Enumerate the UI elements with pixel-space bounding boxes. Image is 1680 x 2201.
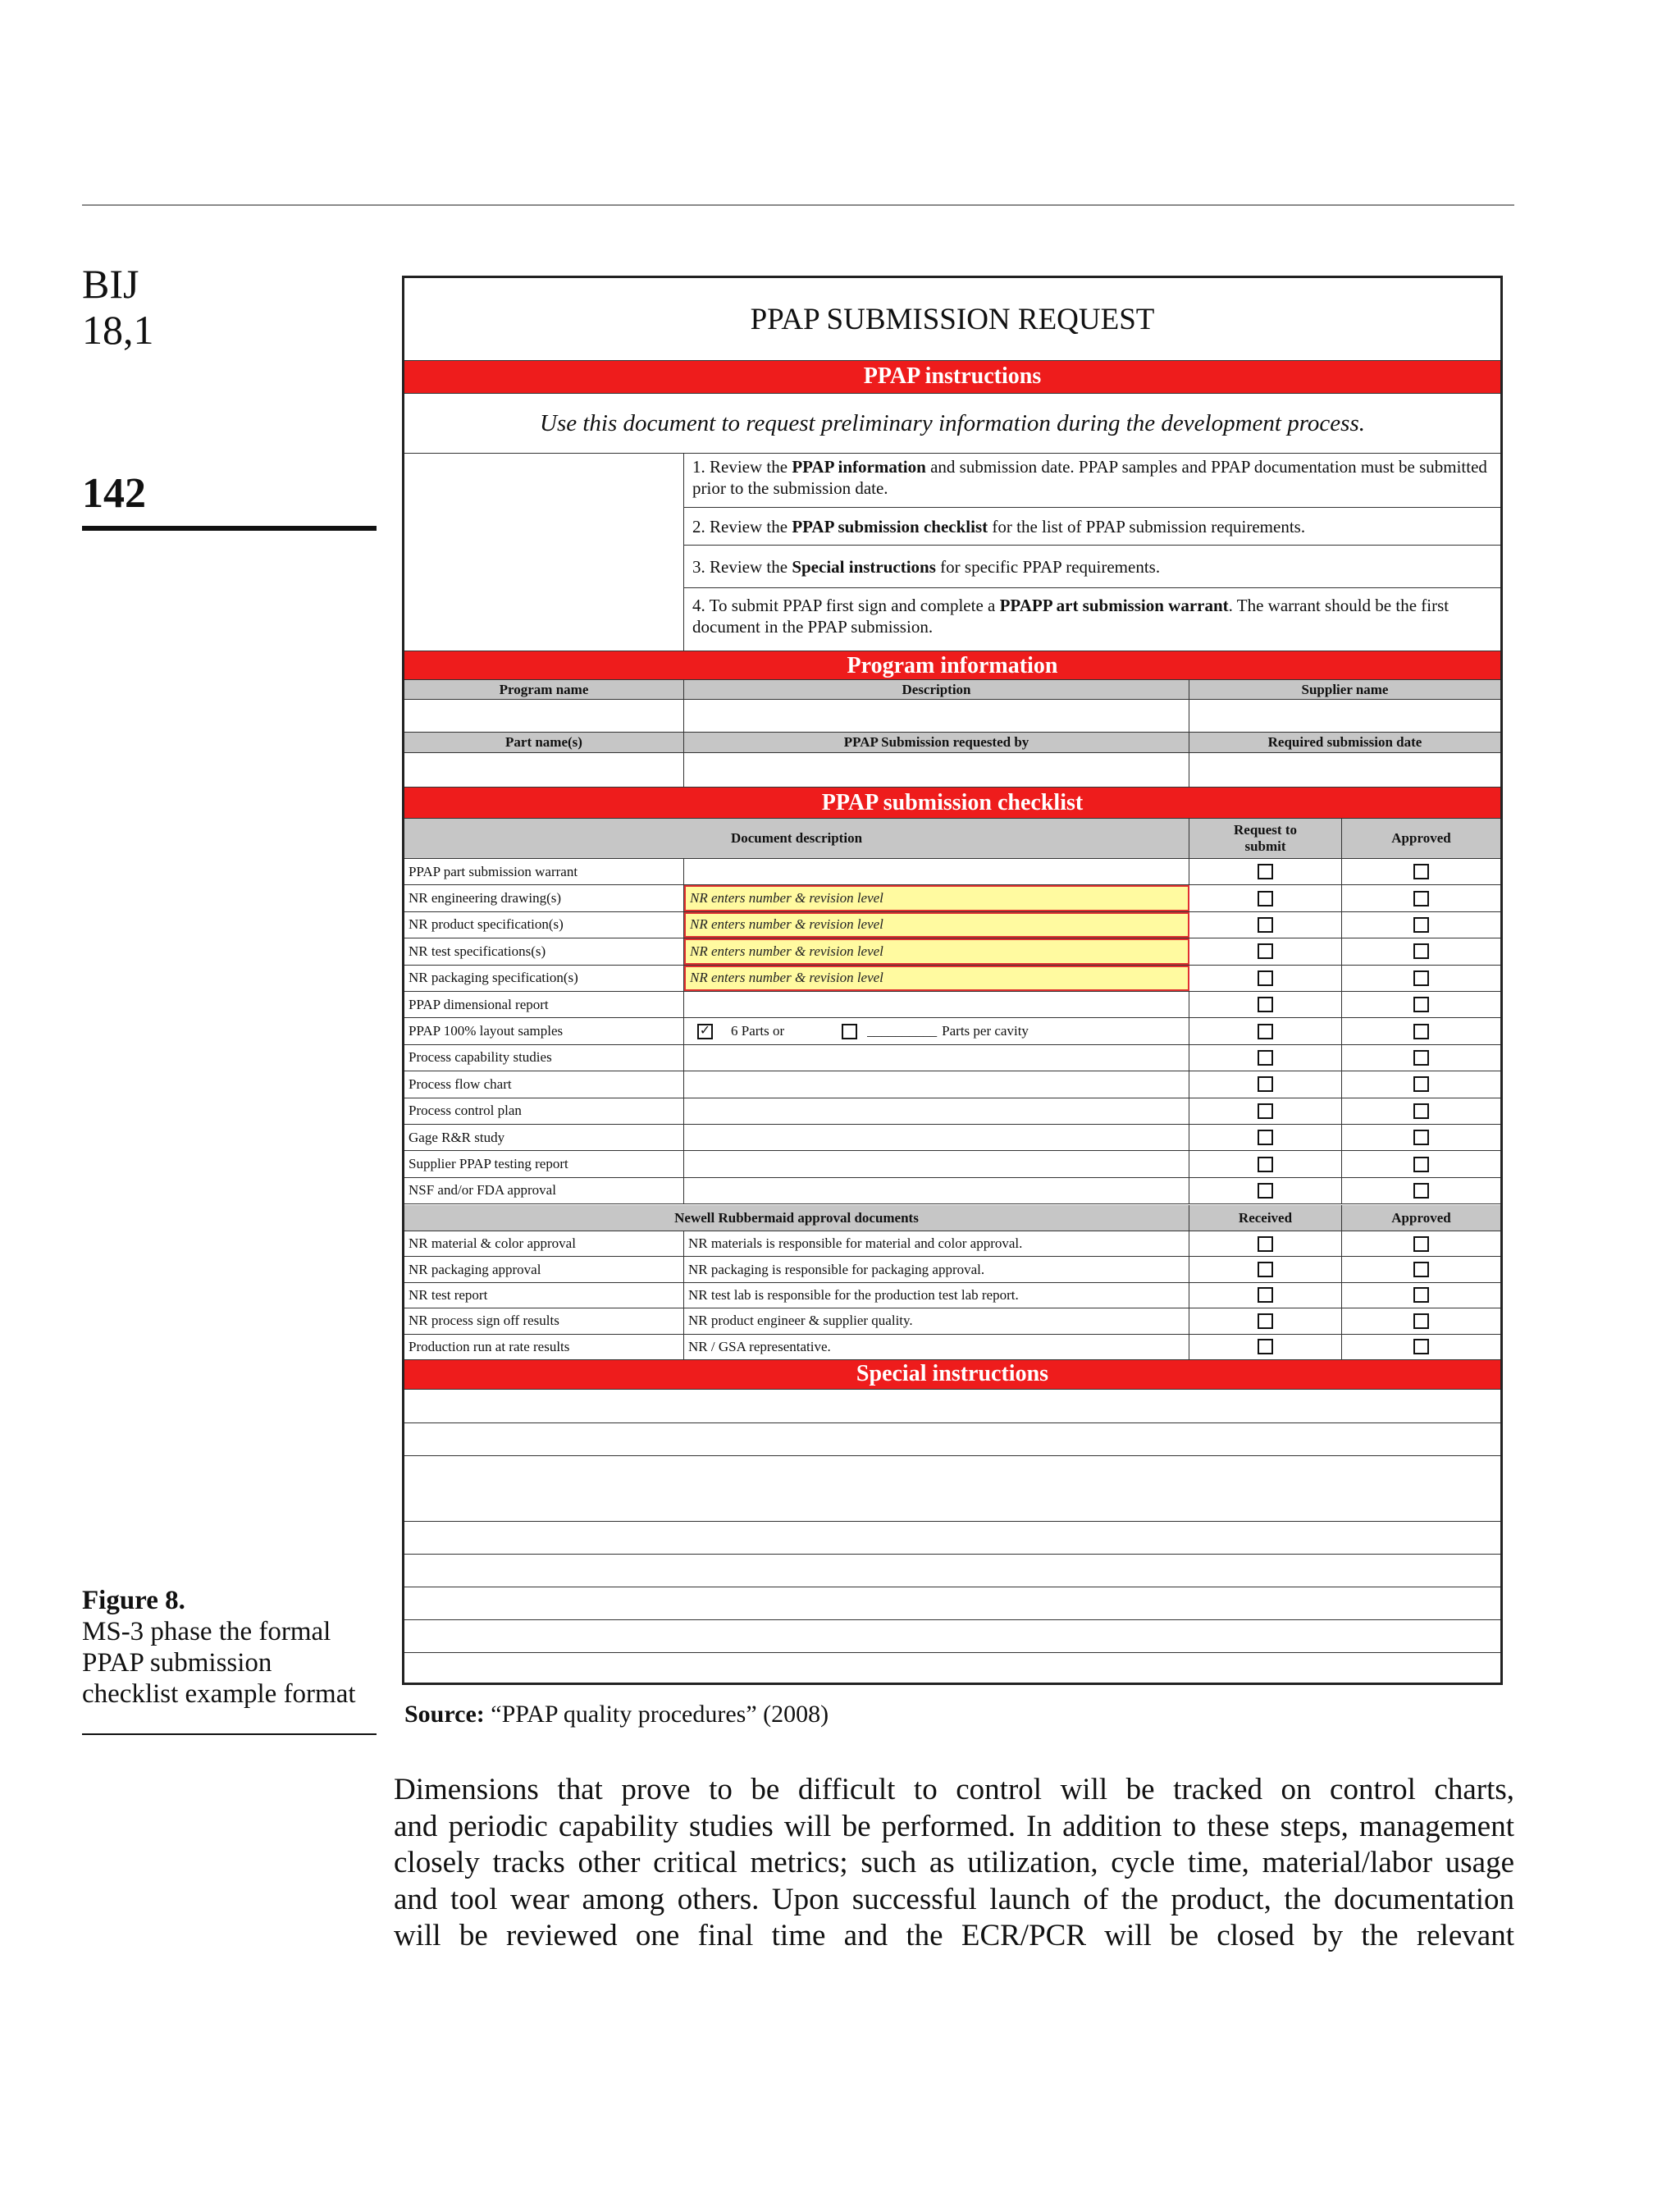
approved-cell [1342,1045,1500,1071]
checklist-item-name: NSF and/or FDA approval [404,1178,684,1203]
request-checkbox[interactable] [1258,970,1273,986]
approved-cell [1342,912,1500,938]
checklist-item-name: NR product specification(s) [404,912,684,938]
checklist-item-note [684,1151,1189,1176]
request-checkbox[interactable] [1258,1103,1273,1119]
request-checkbox[interactable] [1258,1130,1273,1145]
body-line: Dimensions that prove to be difficult to control will be tracked on control charts, [394,1773,1514,1806]
checklist-row [404,1125,1500,1151]
approved-cell [1342,1018,1500,1043]
checklist-item-name: NR test specifications(s) [404,938,684,964]
received-cell [1189,1257,1342,1281]
program-name-header: Program name [404,680,684,699]
special-line[interactable] [404,1423,1500,1456]
revision-level-note: NR enters number & revision level [684,966,1189,991]
checklist-row [404,1045,1500,1071]
steps-list [684,454,1500,651]
checklist-item-name: NR packaging specification(s) [404,966,684,991]
body-line: will be reviewed one final time and the ECR/PCR will be closed by the relevant [394,1919,1514,1952]
request-cell [1189,885,1342,911]
approved-cell [1342,859,1500,884]
program-header-row [404,680,1500,700]
checklist-item-name: Process control plan [404,1098,684,1124]
request-checkbox[interactable] [1258,864,1273,879]
body-line: closely tracks other critical metrics; such as utilization, cycle time, material/labor usage [394,1846,1514,1879]
request-checkbox[interactable] [1258,997,1273,1012]
checklist-item-name: Process capability studies [404,1045,684,1071]
checklist-item-name: Process flow chart [404,1071,684,1097]
step-item: 3. Review the Special instructions for specific PPAP requirements. [684,546,1500,588]
approved-checkbox[interactable] [1413,1157,1429,1172]
received-cell [1189,1308,1342,1333]
nr-documents-header: Newell Rubbermaid approval documents [404,1205,1189,1231]
nr-item-note: NR packaging is responsible for packaging approval. [684,1257,1189,1281]
checklist-row [404,859,1500,885]
instructions-bar: PPAP instructions [404,361,1500,394]
nr-row [404,1231,1500,1257]
part-input-row [404,753,1500,788]
approved-checkbox[interactable] [1413,970,1429,986]
special-line[interactable] [404,1555,1500,1587]
nr-item-note: NR product engineer & supplier quality. [684,1308,1189,1333]
approved-cell [1342,1151,1500,1176]
nr-approved-header: Approved [1391,1209,1451,1226]
caption-rule [82,1733,377,1735]
approved-checkbox[interactable] [1413,943,1429,959]
approved-checkbox[interactable] [1413,917,1429,933]
request-checkbox[interactable] [1258,917,1273,933]
step-item: 2. Review the PPAP submission checklist for the list of PPAP submission requirements. [684,508,1500,546]
journal-volume: 18,1 [82,307,154,353]
checklist-row [404,938,1500,965]
checklist-item-name: PPAP dimensional report [404,992,684,1017]
nr-item-name: NR material & color approval [404,1231,684,1256]
caption-line: MS-3 phase the formal [82,1617,331,1646]
requested-by-header: PPAP Submission requested by [684,733,1189,752]
layout-samples-options [684,1018,1189,1043]
approved-cell [1342,966,1500,991]
nr-approved-checkbox[interactable] [1413,1313,1429,1329]
checklist-item-note [684,1178,1189,1203]
part-names-field[interactable] [404,753,684,787]
special-instructions-bar: Special instructions [404,1360,1500,1390]
page-number: 142 [82,470,146,517]
supplier-name-header: Supplier name [1301,681,1389,697]
request-cell [1189,912,1342,938]
nr-row [404,1308,1500,1334]
special-line[interactable] [404,1522,1500,1555]
nr-row [404,1335,1500,1360]
approved-checkbox[interactable] [1413,1076,1429,1092]
body-paragraph [394,1772,1514,1955]
figure-source: Source: “PPAP quality procedures” (2008) [404,1701,829,1728]
checklist-row [404,966,1500,992]
request-checkbox[interactable] [1258,1183,1273,1199]
request-checkbox[interactable] [1258,1157,1273,1172]
checklist-item-note [684,859,1189,884]
checklist-item-note [684,1071,1189,1097]
received-header: Received [1189,1205,1342,1231]
approved-checkbox[interactable] [1413,891,1429,906]
steps-blank [404,454,684,651]
checklist-header-row [404,819,1500,859]
nr-row [404,1283,1500,1308]
step-item: 4. To submit PPAP first sign and complete a PPAPP art submission warrant. The warrant should be the first document in the PPAP submission. [692,596,1449,637]
step-item: 1. Review the PPAP information and submission date. PPAP samples and PPAP documentation must be submitted prior to the submission date. [684,454,1500,508]
parts-per-cavity-label: Parts per cavity [942,1023,1029,1039]
checklist-item-name: NR engineering drawing(s) [404,885,684,911]
request-cell [1189,938,1342,964]
ppap-form [402,276,1503,1685]
request-cell [1189,992,1342,1017]
request-checkbox[interactable] [1258,1024,1273,1039]
checklist-row [404,1151,1500,1177]
received-checkbox[interactable] [1258,1287,1273,1303]
approved-checkbox[interactable] [1413,997,1429,1012]
approved-checkbox[interactable] [1413,1130,1429,1145]
revision-level-note: NR enters number & revision level [684,885,1189,911]
special-line[interactable] [404,1620,1500,1653]
request-checkbox[interactable] [1258,1050,1273,1066]
approved-checkbox[interactable] [1413,1183,1429,1199]
nr-approved-cell [1342,1231,1500,1256]
checklist-item-note [684,1045,1189,1071]
checklist-row [404,1018,1500,1044]
checklist-item-name: Gage R&R study [404,1125,684,1150]
description-field[interactable] [684,700,1189,732]
nr-item-note: NR / GSA representative. [684,1335,1189,1359]
request-checkbox[interactable] [1258,1076,1273,1092]
requested-by-field[interactable] [684,753,1189,787]
program-info-bar: Program information [404,651,1500,680]
request-to-submit-header: Request to submit [1189,819,1342,858]
checklist-row [404,885,1500,911]
blank-line: __________ [867,1023,938,1039]
approved-cell [1342,885,1500,911]
description-header: Description [684,680,1189,699]
nr-item-note: NR test lab is responsible for the production test lab report. [684,1283,1189,1308]
special-line[interactable] [404,1456,1500,1522]
received-checkbox[interactable] [1258,1262,1273,1277]
page-number-rule [82,526,377,531]
nr-header-row [404,1205,1500,1231]
request-checkbox[interactable] [1258,891,1273,906]
approved-checkbox[interactable] [1413,1103,1429,1119]
program-name-field[interactable] [404,700,684,732]
required-date-field[interactable] [1189,753,1500,787]
checklist-item-name: PPAP 100% layout samples [404,1018,684,1043]
nr-item-name: NR test report [404,1283,684,1308]
received-checkbox[interactable] [1258,1339,1273,1354]
checklist-row [404,912,1500,938]
nr-approved-cell [1342,1308,1500,1333]
revision-level-note: NR enters number & revision level [684,938,1189,964]
approved-header: Approved [1391,830,1451,846]
document-description-header: Document description [404,819,1189,858]
received-cell [1189,1231,1342,1256]
received-cell [1189,1283,1342,1308]
approved-cell [1342,938,1500,964]
required-date-header: Required submission date [1267,734,1422,750]
request-cell [1189,1125,1342,1150]
caption-line: PPAP submission [82,1648,272,1678]
request-cell [1189,1151,1342,1176]
checklist-row [404,1098,1500,1125]
figure-caption [82,1585,377,1710]
journal-name: BIJ [82,261,139,307]
request-cell [1189,1071,1342,1097]
approved-cell [1342,992,1500,1017]
nr-approved-cell [1342,1257,1500,1281]
request-cell [1189,859,1342,884]
supplier-name-field[interactable] [1189,700,1500,732]
request-cell [1189,1045,1342,1071]
request-cell [1189,966,1342,991]
nr-approved-checkbox[interactable] [1413,1236,1429,1252]
checklist-row [404,1178,1500,1204]
approved-cell [1342,1178,1500,1203]
special-line[interactable] [404,1587,1500,1620]
approved-checkbox[interactable] [1413,1024,1429,1039]
approved-checkbox[interactable] [1413,864,1429,879]
body-line: and periodic capability studies will be performed. In addition to these steps, management [394,1809,1514,1843]
nr-row [404,1257,1500,1282]
checked-box[interactable]: ✓ [697,1024,713,1039]
checkbox[interactable] [842,1024,857,1039]
checklist-item-note [684,1125,1189,1150]
received-checkbox[interactable] [1258,1236,1273,1252]
checklist-bar: PPAP submission checklist [404,788,1500,819]
nr-item-name: Production run at rate results [404,1335,684,1359]
approved-checkbox[interactable] [1413,1050,1429,1066]
approved-cell [1342,1125,1500,1150]
received-cell [1189,1335,1342,1359]
checklist-row [404,992,1500,1018]
approved-cell [1342,1098,1500,1124]
request-cell [1189,1018,1342,1043]
form-title: PPAP SUBMISSION REQUEST [404,278,1500,361]
nr-approved-checkbox[interactable] [1413,1287,1429,1303]
nr-approved-cell [1342,1335,1500,1359]
checklist-item-name: PPAP part submission warrant [404,859,684,884]
part-names-header: Part name(s) [404,733,684,752]
program-input-row [404,700,1500,733]
request-cell [1189,1098,1342,1124]
nr-approved-cell [1342,1283,1500,1308]
top-rule [82,204,1514,206]
nr-item-name: NR process sign off results [404,1308,684,1333]
received-checkbox[interactable] [1258,1313,1273,1329]
checklist-item-note [684,1098,1189,1124]
nr-item-name: NR packaging approval [404,1257,684,1281]
journal-reference [82,261,154,353]
nr-approved-checkbox[interactable] [1413,1339,1429,1354]
form-intro: Use this document to request preliminary information during the development process. [404,394,1500,454]
caption-line: checklist example format [82,1679,356,1709]
special-line[interactable] [404,1390,1500,1423]
request-checkbox[interactable] [1258,943,1273,959]
checklist-item-note [684,992,1189,1017]
nr-approved-checkbox[interactable] [1413,1262,1429,1277]
part-header-row [404,733,1500,753]
figure-label: Figure 8. [82,1586,185,1615]
request-cell [1189,1178,1342,1203]
parts-option-label: 6 Parts or [731,1023,785,1039]
revision-level-note: NR enters number & revision level [684,912,1189,938]
body-line: and tool wear among others. Upon successful launch of the product, the documentation [394,1882,1514,1916]
checklist-row [404,1071,1500,1098]
steps-block [404,454,1500,651]
approved-cell [1342,1071,1500,1097]
checklist-item-name: Supplier PPAP testing report [404,1151,684,1176]
nr-item-note: NR materials is responsible for material and color approval. [684,1231,1189,1256]
